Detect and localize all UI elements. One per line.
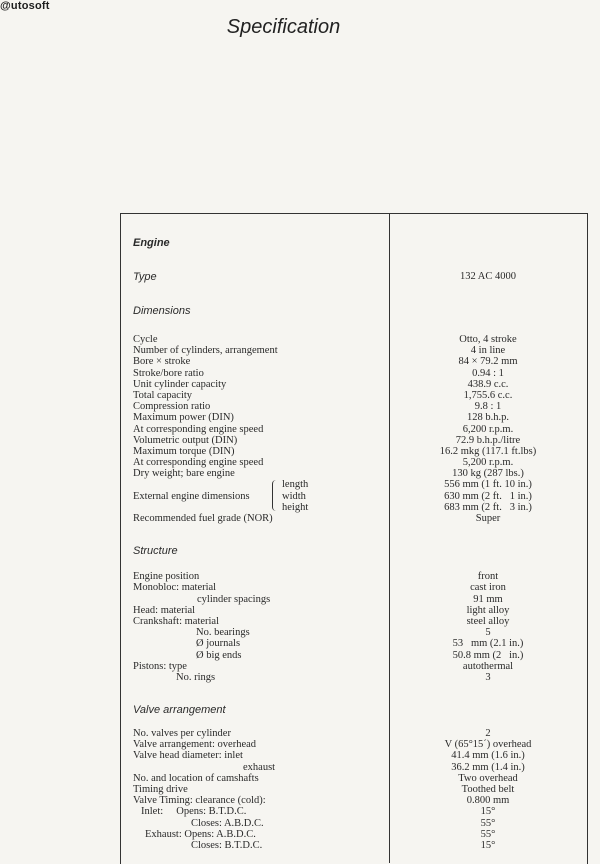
spec-value: 130 kg (287 lbs.) xyxy=(452,468,524,480)
spec-value: Otto, 4 stroke xyxy=(459,334,517,345)
spec-value: 55° xyxy=(480,817,496,829)
spec-label: Total capacity xyxy=(133,389,193,401)
spec-label: Valve Timing: clearance (cold): xyxy=(133,795,266,807)
spec-value: Two overhead xyxy=(458,772,518,784)
spec-value: 0.800 mm xyxy=(466,795,510,807)
spec-value: 72.9 b.h.p./litre xyxy=(455,434,521,446)
spec-value: 5 xyxy=(485,627,491,639)
spec-value: 556 mm (1 ft. 10 in.) xyxy=(444,479,532,491)
spec-label: Ø big ends xyxy=(196,649,242,661)
valve-heading: Valve arrangement xyxy=(133,704,226,717)
spec-labels-column xyxy=(133,236,383,851)
spec-value: 128 b.h.p. xyxy=(467,412,509,424)
spec-label: exhaust xyxy=(243,761,276,773)
spec-label: No. bearings xyxy=(196,627,250,639)
spec-value: 9.8 : 1 xyxy=(474,401,502,413)
spec-label: At corresponding engine speed xyxy=(133,423,264,435)
brace-icon xyxy=(272,480,277,511)
structure-heading: Structure xyxy=(133,545,178,558)
spec-value: 91 mm xyxy=(473,593,503,605)
spec-value: 630 mm (2 ft. 1 in.) xyxy=(444,490,532,502)
spec-value: light alloy xyxy=(466,604,510,616)
spec-label: Recommended fuel grade (NOR) xyxy=(133,513,273,525)
spec-value: 53 mm (2.1 in.) xyxy=(452,638,524,650)
spec-label: Valve head diameter: inlet xyxy=(133,750,243,762)
spec-label: Inlet: Opens: B.T.D.C. xyxy=(141,806,247,818)
spec-label: Exhaust: Opens: A.B.D.C. xyxy=(145,828,256,840)
type-value: 132 AC 4000 xyxy=(459,271,516,282)
engine-heading: Engine xyxy=(133,237,170,249)
spec-value: 50.8 mm (2 in.) xyxy=(452,649,524,661)
spec-label: No. and location of camshafts xyxy=(133,772,259,784)
spec-label: At corresponding engine speed xyxy=(133,457,264,469)
spec-value: Toothed belt xyxy=(461,784,515,795)
spec-value: V (65°15´) overhead xyxy=(444,739,532,751)
spec-label: Ø journals xyxy=(196,638,241,650)
spec-label: Crankshaft: material xyxy=(133,615,220,627)
spec-value: 2 xyxy=(485,728,491,740)
spec-label: Unit cylinder capacity xyxy=(133,378,227,390)
spec-value: cast iron xyxy=(470,582,506,594)
spec-value: 55° xyxy=(480,828,496,840)
spec-value: 84 × 79.2 mm xyxy=(458,356,518,368)
spec-label: Engine position xyxy=(133,571,200,583)
spec-label: Number of cylinders, arrangement xyxy=(133,345,278,357)
spec-value: 0.94 : 1 xyxy=(472,367,504,379)
spec-value: 5,200 r.p.m. xyxy=(462,457,514,469)
spec-value: 36.2 mm (1.4 in.) xyxy=(451,761,525,773)
external-dimensions-label: External engine dimensions xyxy=(133,490,250,502)
spec-label: Cycle xyxy=(133,334,158,345)
dimensions-heading: Dimensions xyxy=(133,305,191,317)
spec-label: Monobloc: material xyxy=(133,582,217,594)
spec-value: 16.2 mkg (117.1 ft.lbs) xyxy=(439,445,537,457)
spec-value: autothermal xyxy=(462,660,514,672)
spec-label: Maximum power (DIN) xyxy=(133,412,234,424)
spec-label: cylinder spacings xyxy=(197,593,271,605)
spec-value: 41.4 mm (1.6 in.) xyxy=(451,750,525,762)
spec-value: front xyxy=(477,571,499,583)
spec-label: Closes: B.T.D.C. xyxy=(191,839,263,851)
spec-value: 438.9 c.c. xyxy=(467,378,509,390)
spec-value: steel alloy xyxy=(466,615,510,627)
spec-label: Stroke/bore ratio xyxy=(133,367,204,379)
spec-label: Compression ratio xyxy=(133,401,211,413)
spec-values-column xyxy=(390,236,586,851)
spec-value: 15° xyxy=(480,839,496,851)
spec-value: 683 mm (2 ft. 3 in.) xyxy=(444,501,532,513)
spec-value: 15° xyxy=(480,806,496,818)
width-label: width xyxy=(282,490,306,502)
type-label: Type xyxy=(133,271,157,283)
spec-label: Head: material xyxy=(133,604,196,616)
spec-value: 6,200 r.p.m. xyxy=(462,423,514,435)
spec-value: Super xyxy=(475,513,501,524)
spec-label: Closes: A.B.D.C. xyxy=(191,817,264,829)
spec-label: Maximum torque (DIN) xyxy=(133,445,235,457)
page-title: Specification xyxy=(226,16,341,38)
spec-label: No. valves per cylinder xyxy=(133,728,231,740)
spec-label: Dry weight; bare engine xyxy=(133,468,235,480)
spec-label: Timing drive xyxy=(133,784,188,796)
spec-label: Valve arrangement: overhead xyxy=(133,739,257,751)
spec-value: 1,755.6 c.c. xyxy=(463,389,513,401)
height-label: height xyxy=(282,501,309,513)
spec-value: 3 xyxy=(485,671,491,683)
spec-label: No. rings xyxy=(176,671,216,683)
spec-label: Bore × stroke xyxy=(133,356,191,368)
spec-value: 4 in line xyxy=(470,345,506,357)
length-label: length xyxy=(282,479,309,491)
watermark: @utosoft xyxy=(0,0,50,12)
spec-label: Volumetric output (DIN) xyxy=(133,434,238,446)
spec-label: Pistons: type xyxy=(133,660,187,672)
external-dimensions-group xyxy=(133,479,383,513)
